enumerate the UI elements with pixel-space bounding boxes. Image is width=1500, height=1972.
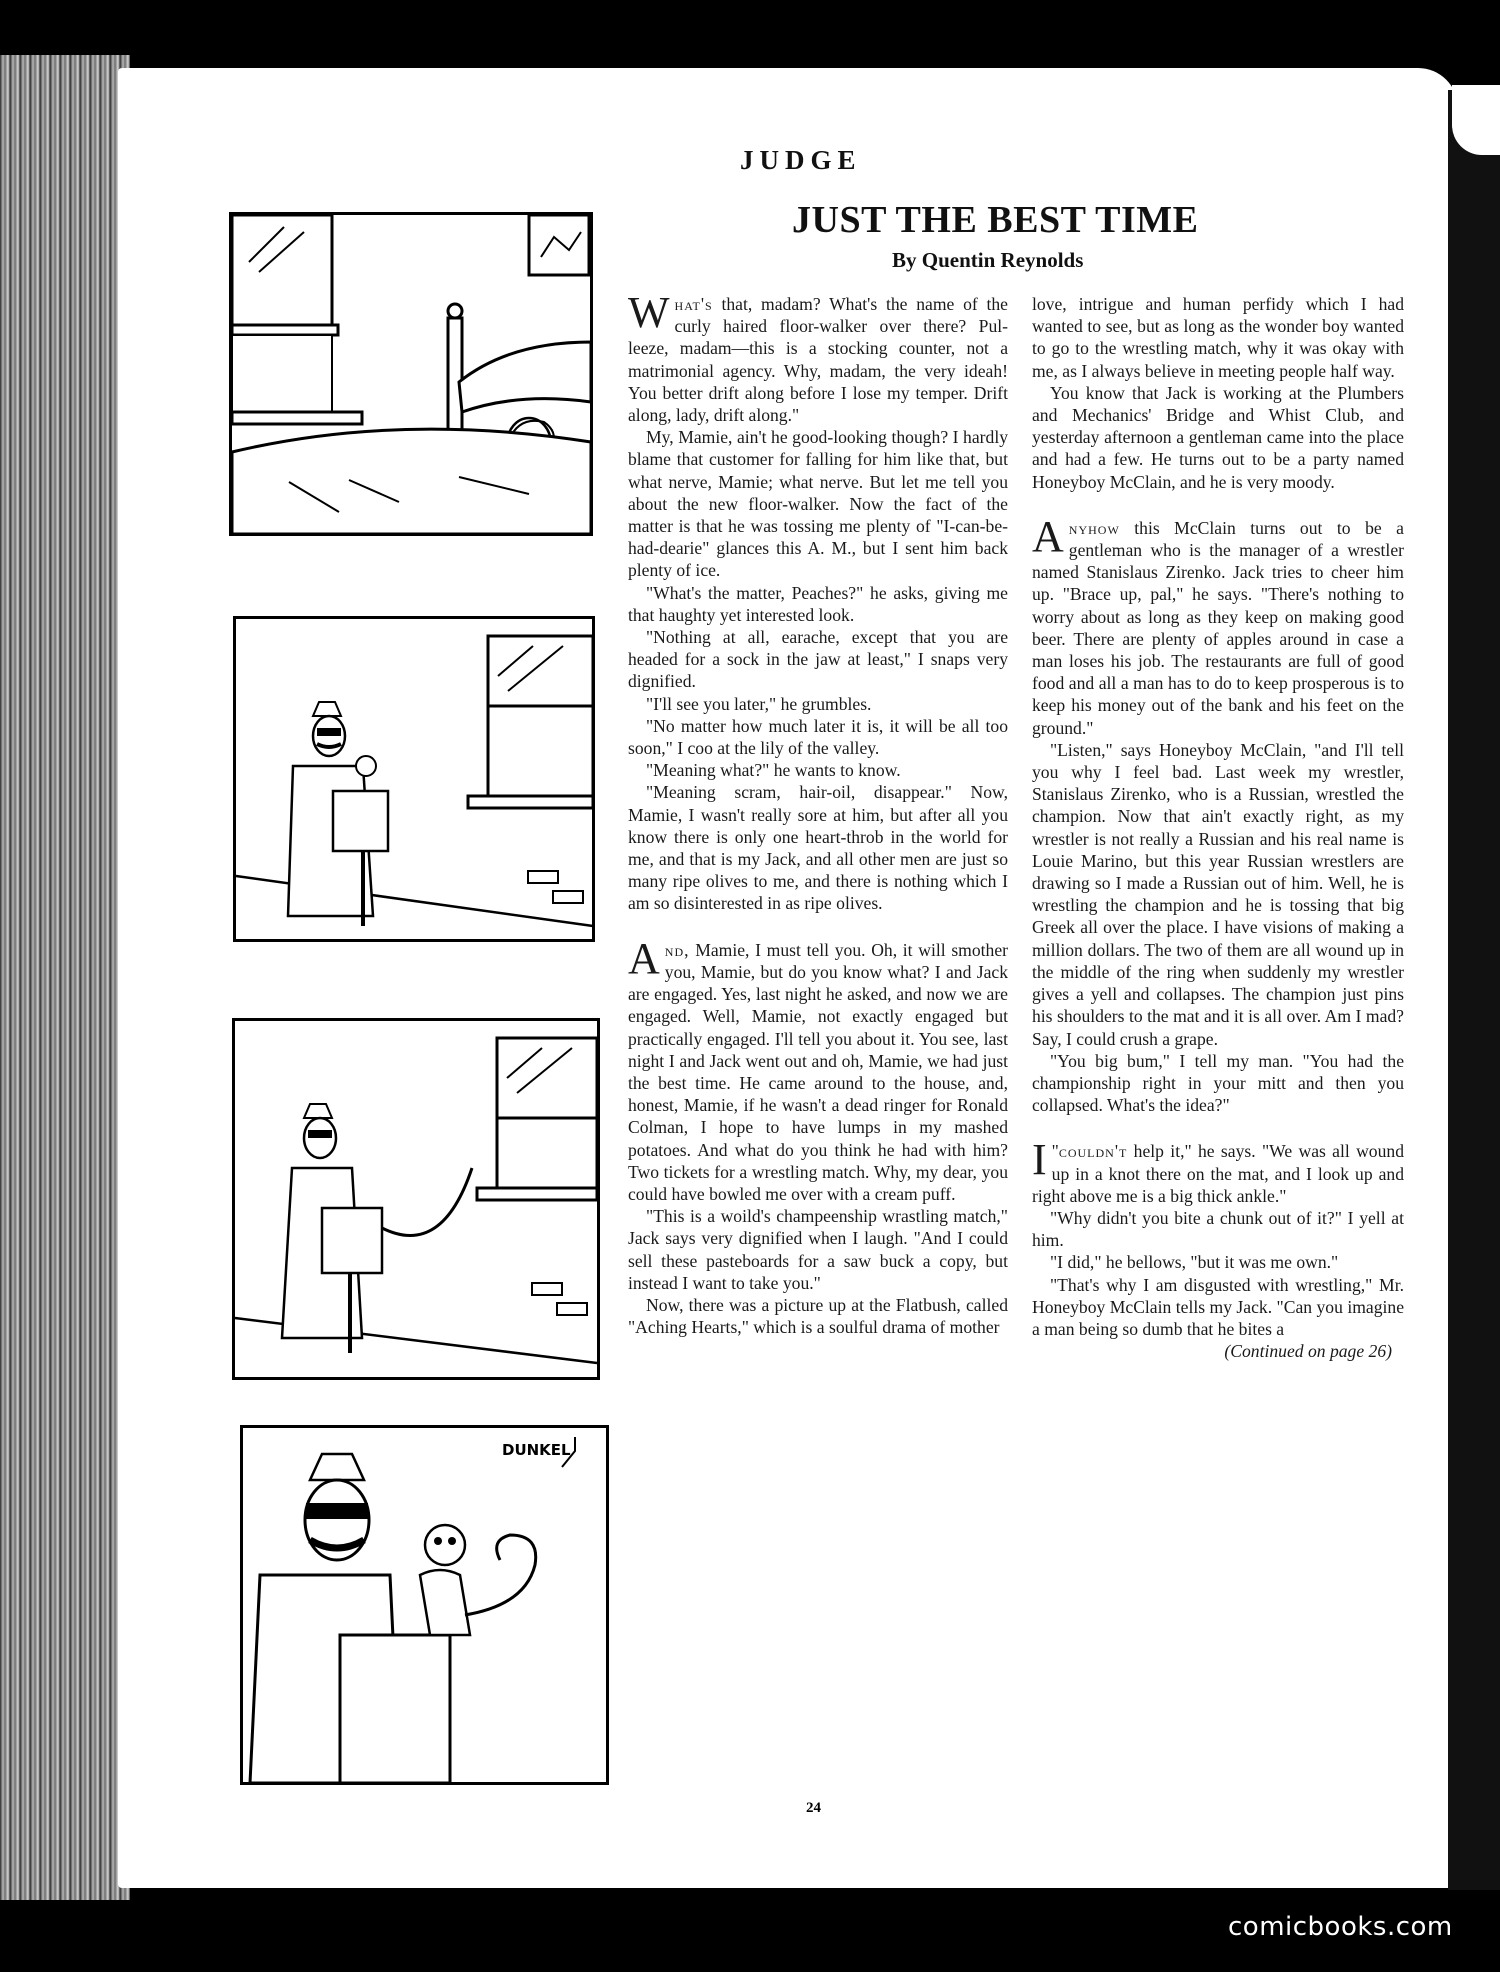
paragraph: My, Mamie, ain't he good-looking though? I hardly blame that customer for falling for him like that, but what nerve, Mamie; what nerve. But let me tell you about the new floor-walker. Now the fact of the matter is that he was tossing me plenty of "I-can-be-had-dearie" glances this A. M., but I sent him back plenty of ice. (628, 427, 1008, 581)
continued-note: (Continued on page 26) (1224, 1341, 1392, 1362)
paragraph (628, 933, 1008, 1205)
floorwalker-with-monkey-illustration (233, 616, 595, 942)
book-binding-edge (0, 55, 130, 1900)
paragraph: "That's why I am disgusted with wrestling," Mr. Honeyboy McClain tells my Jack. "Can you imagine a man being so dumb that he bites a (1032, 1274, 1404, 1339)
drop-cap: W (628, 288, 670, 337)
paragraph: Now, there was a picture up at the Flatbush, called "Aching Hearts," which is a soulful drama of mother (628, 1294, 1008, 1338)
paragraph-text: help it," he says. "We was all wound up in a knot there on the mat, and I look up and right above me is a big thick ankle." (1032, 1141, 1404, 1206)
paragraph: love, intrigue and human perfidy which I had wanted to see, but as long as the wonder boy wanted to go to the wrestling match, why it was okay with me, as I always believe in meeting people half way. (1032, 294, 1404, 381)
article-title: JUST THE BEST TIME (792, 199, 1199, 241)
drop-cap: A (1032, 511, 1064, 561)
drop-cap: I (1032, 1135, 1047, 1185)
lead-in: couldn't (1058, 1141, 1128, 1162)
paragraph: "Listen," says Honeyboy McClain, "and I'll tell you why I feel bad. Last week my wrestler, Stanislaus Zirenko, who is a Russian, wrestled the champion. Now that ain't exactly right, as my wrestler is not really a Russian and his real name is Louie Marino, but this year Russian wrestlers are drawing so I made a Russian out of him. Well, he is wrestling the champion and he is tossing that big Greek all over the place. I have visions of making a million dollars. The two of them are all wound up in the middle of the ring when suddenly my wrestler gives a yell and collapses. The champion just pins his shoulders to the mat and it is all over. Am I mad? Say, I could crush a grape. (1032, 739, 1404, 1049)
lead-in: hat's (674, 294, 713, 314)
paragraph: "Nothing at all, earache, except that you are headed for a sock in the jaw at least," I snaps very dignified. (628, 627, 1008, 692)
cartoon-panel-2 (233, 616, 595, 942)
text-column-left (628, 288, 1008, 1793)
paragraph: "You big bum," I tell my man. "You had the championship right in your mitt and then you collapsed. What's the idea?" (1032, 1050, 1404, 1116)
floorwalker-and-monkey-closeup-illustration (240, 1425, 609, 1785)
drop-cap: A (628, 933, 660, 983)
lead-in: nyhow (1068, 517, 1120, 538)
article-byline: By Quentin Reynolds (892, 248, 1084, 272)
bedroom-illustration (229, 212, 593, 536)
paragraph: "I did," he bellows, "but it was me own." (1050, 1252, 1339, 1273)
paragraph: "Meaning scram, hair-oil, disappear." Now, Mamie, I wasn't really sore at him, but after all you know there is only one heart-throb in the world for me, and that is my Jack, and all other men are just so many ripe olives to me, and there is nothing which I am so disinterested in as ripe olives. (628, 782, 1008, 914)
paragraph-text: that, madam? What's the name of the curly haired floor-walker over there? Pul-leeze, madam—this is a stocking counter, not a matrimonial agency. Why, madam, the very ideah! You better drift along before I lose my temper. Drift along, lady, drift along." (628, 294, 1008, 426)
magazine-masthead: JUDGE (740, 145, 862, 175)
paragraph: "I'll see you later," he grumbles. (646, 693, 872, 714)
paragraph (1032, 1135, 1404, 1207)
paragraph: "What's the matter, Peaches?" he asks, giving me that haughty yet interested look. (628, 582, 1008, 625)
cartoon-panel-1 (229, 212, 593, 536)
paragraph-text: this McClain turns out to be a gentleman who is the manager of a wrestler named Stanislaus Zirenko. Jack tries to cheer him up. "Brace up, pal," he says. "There's nothing to worry about as long as they keep on making good beer. There are plenty of apples around in case a man loses his job. The restaurants are full of good food and all a man has to do to keep prosperous is to keep his money out of the bank and his feet on the ground." (1032, 517, 1404, 738)
facing-page-edge (1448, 90, 1500, 1890)
lead-in: nd, (664, 939, 690, 960)
paragraph (1032, 511, 1404, 739)
paragraph (628, 288, 1008, 426)
artist-signature: DUNKEL (502, 1441, 571, 1459)
paragraph: "This is a woild's champeenship wrastling match," Jack says very dignified when I laugh. "And I could sell these pasteboards for a saw buck a copy, but instead I want to take you." (628, 1206, 1008, 1293)
cartoon-panel-4 (240, 1425, 609, 1785)
floorwalker-with-organ-illustration (232, 1018, 600, 1380)
page-number: 24 (806, 1800, 821, 1816)
paragraph: You know that Jack is working at the Plumbers and Mechanics' Bridge and Whist Club, and yesterday afternoon a gentleman came into the place and had a few. He turns out to be a party named Honeyboy McClain, and he is very moody. (1032, 382, 1404, 492)
opening-quote: " (1051, 1141, 1059, 1162)
cartoon-panel-3 (232, 1018, 600, 1380)
page-corner (1452, 85, 1500, 155)
paragraph-text: Mamie, I must tell you. Oh, it will smother you, Mamie, but do you know what? I and Jack are engaged. Yes, last night he asked, and now we are engaged. Well, Mamie, not exactly engaged but practically engaged. I'll tell you about it. You see, last night I and Jack went out and oh, Mamie, we had just the best time. He came around to the house, and, honest, Mamie, if he wasn't a dead ringer for Ronald Colman, I hope to have lumps in my mashed potatoes. And what do you think he had with him? Two tickets for a wrestling match. Why, my dear, you could have bowled me over with a cream puff. (628, 939, 1008, 1204)
text-column-right (1032, 293, 1404, 1793)
paragraph: "Why didn't you bite a chunk out of it?" I yell at him. (1032, 1207, 1404, 1251)
site-watermark: comicbooks.com (1228, 1912, 1453, 1942)
paragraph: "No matter how much later it is, it will be all too soon," I coo at the lily of the valley. (628, 715, 1008, 759)
paragraph: "Meaning what?" he wants to know. (646, 760, 901, 781)
